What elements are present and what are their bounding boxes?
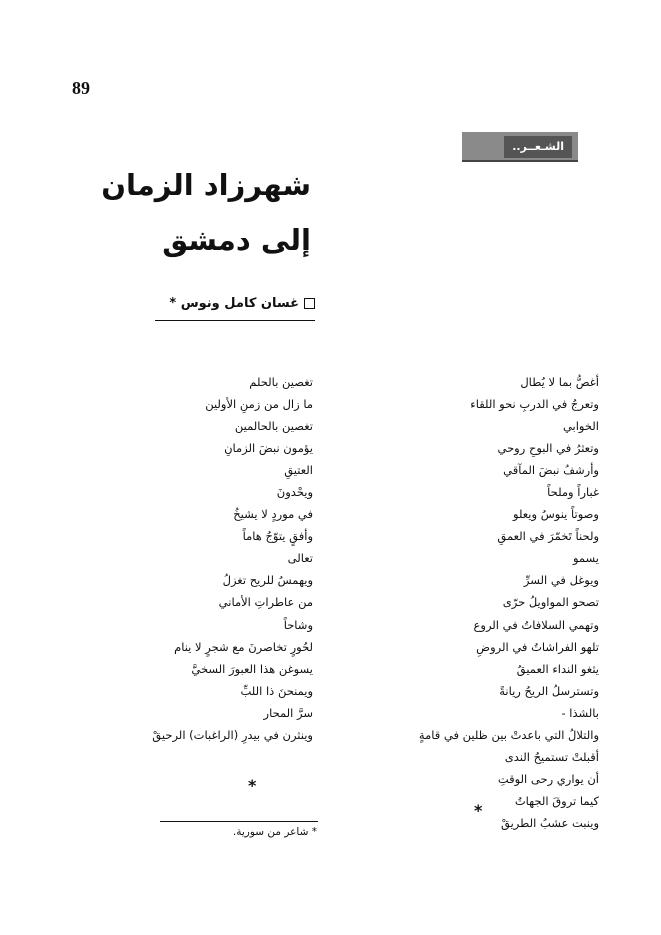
poem-line: يؤمون نبضَ الزمانِ — [224, 441, 313, 456]
poem-line: كيما تروقَ الجهاتُ — [514, 793, 599, 808]
poem-line: وتسترسلُ الريحُ ريانةً — [499, 683, 599, 698]
poem-line: تلهو الفراشاتُ في الروضِ — [476, 639, 599, 654]
poem-line: ويهمسُ للريح تغزلُ — [222, 573, 313, 588]
page-number: 89 — [72, 78, 90, 98]
author-name: غسان كامل ونوس * — [169, 296, 299, 311]
poem-line: وتعرجُ في الدربِ نحو اللقاء — [470, 397, 599, 412]
poem-line: تعالى — [287, 551, 313, 566]
poem-line: ولحناً تَخمّرَ في العمقِ — [497, 529, 599, 544]
poem-column-left — [53, 371, 313, 746]
poem-line: سرَّ المحار — [263, 705, 313, 720]
poem-line: يثغو النداء العميقُ — [516, 661, 599, 676]
poem-column-right — [299, 371, 599, 834]
square-bullet-icon — [304, 298, 315, 309]
poem-line: وتهمي السلافاتُ في الروع — [473, 617, 599, 632]
poem-line: العتيقِ — [284, 463, 313, 478]
section-tab — [462, 132, 578, 162]
end-star-right: * — [474, 801, 483, 820]
poem-line: والتلالُ التي باعدتْ بين ظلين في قامةٍ — [418, 727, 599, 742]
poem-line: أن يواري رحى الوقتِ — [497, 771, 599, 786]
poem-line: وشاحاً — [283, 617, 313, 632]
poem-line: ويوغل في السرِّ — [523, 573, 599, 588]
poem-line: ويحْدونَ — [276, 485, 313, 500]
poem-line: وصوتاً ينوسُ ويعلو — [513, 507, 599, 522]
poem-line: وينبت عشبُ الطريقْ — [501, 815, 599, 830]
poem-line: غباراً وملحاً — [547, 485, 599, 500]
poem-line: في موردٍ لا يشيخُ — [233, 507, 313, 522]
poem-line: وينثرن في بيدرِ (الراغبات) الرحيقْ — [152, 727, 313, 742]
poem-line: من عاطراتِ الأماني — [218, 595, 313, 610]
section-label: الشـعــر.. — [504, 136, 572, 158]
poem-line: ويمنحنَ ذا اللبِّ — [240, 683, 313, 698]
poem-line: تغصين بالحلم — [249, 375, 313, 389]
poem-line: تصحو المواويلُ حرّى — [502, 595, 599, 610]
poem-line: أقبلتْ تستميحُ الندى — [504, 749, 599, 764]
poem-line: يسمو — [572, 551, 599, 566]
poem-line: ما زال من زمنِ الأولين — [205, 397, 313, 412]
poem-line: لحُورٍ تخاصرنَ مع شجرٍ لا ينام — [174, 639, 313, 654]
footnote: * شاعر من سورية. — [232, 826, 317, 838]
poem-line: بالشذا - — [561, 705, 599, 720]
end-star-left: * — [248, 776, 257, 795]
poem-line: أغصُّ بما لا يُطال — [520, 375, 599, 389]
poem-line: وأفقٍ يتوّجُ هاماً — [242, 529, 313, 544]
poem-title-line-1: شهرزاد الزمان — [101, 168, 311, 202]
poem-title-line-2: إلى دمشق — [162, 223, 311, 257]
poem-line: يسوغن هذا العبورَ السخيَّ — [191, 661, 313, 676]
poem-line: وأرشفُ نبضَ المآقي — [503, 463, 599, 478]
footnote-rule — [160, 821, 318, 822]
poem-line: وتعثرُ في البوحِ روحي — [497, 441, 599, 456]
author-byline — [155, 296, 315, 321]
poem-line: الخوابي — [562, 419, 599, 434]
poem-line: تغصين بالحالمين — [234, 419, 313, 434]
